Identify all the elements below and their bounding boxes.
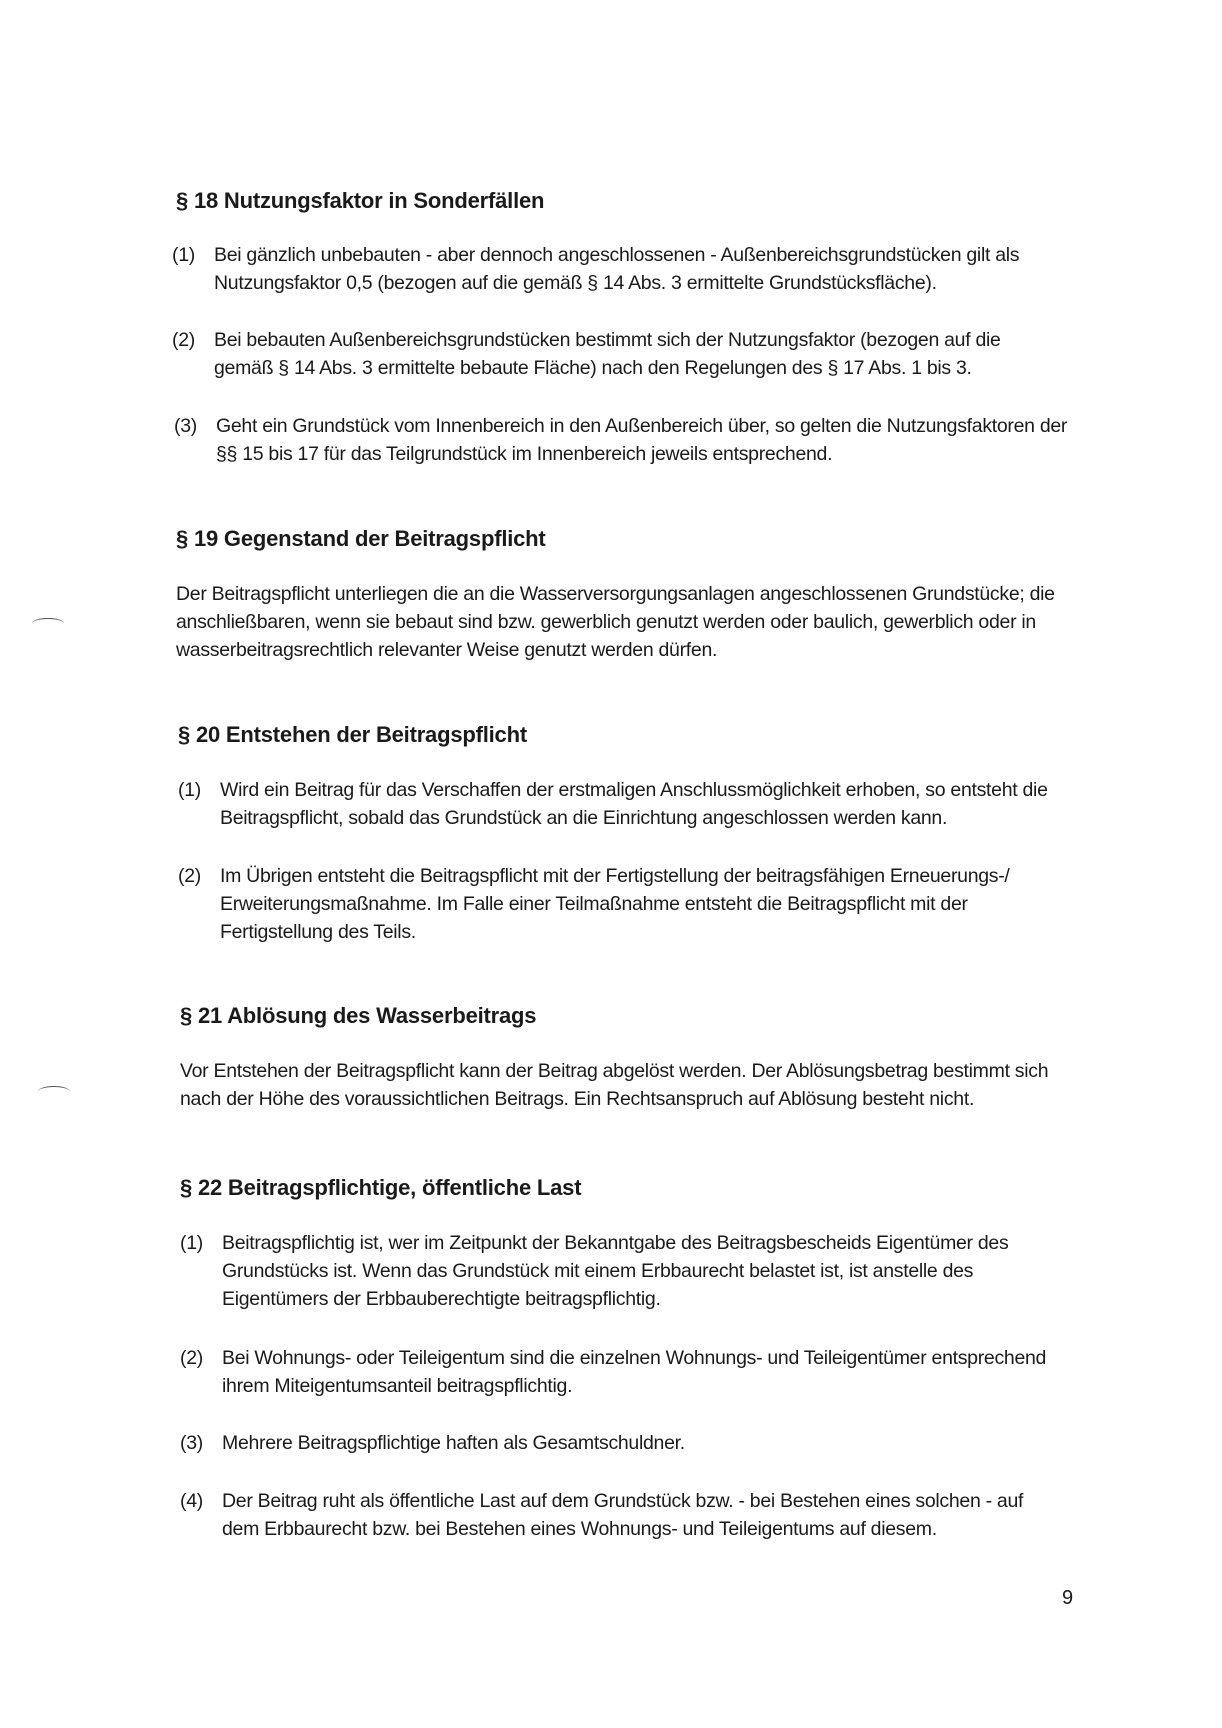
- section-20-paragraph-2: [178, 862, 1058, 946]
- paragraph-number: (1): [180, 1232, 203, 1254]
- section-18-paragraph-3: [174, 412, 1070, 468]
- paragraph-text: Mehrere Beitragspflichtige haften als Gesamtschuldner.: [222, 1432, 685, 1454]
- page-number: 9: [1062, 1587, 1074, 1609]
- paragraph-number: (3): [180, 1432, 203, 1454]
- paragraph-text: Der Beitrag ruht als öffentliche Last auf dem Grundstück bzw. - bei Bestehen eines solchen - auf dem Erbbaurecht bzw. bei Bestehen eines Wohnungs- und Teileigentums auf diesem.: [222, 1490, 1024, 1540]
- section-18-heading: § 18 Nutzungsfaktor in Sonderfällen: [176, 188, 545, 213]
- section-22-paragraph-2: [180, 1344, 1080, 1400]
- section-19-heading: § 19 Gegenstand der Beitragspflicht: [176, 526, 546, 551]
- paragraph-number: (2): [180, 1347, 203, 1369]
- paragraph-text: Geht ein Grundstück vom Innenbereich in den Außenbereich über, so gelten die Nutzungsfaktoren der §§ 15 bis 17 für das Teilgrundstück im Innenbereich jeweils entsprechend.: [216, 415, 1068, 465]
- scan-mark: [38, 1086, 70, 1097]
- paragraph-number: (1): [172, 244, 195, 266]
- paragraph-number: (2): [178, 865, 201, 887]
- section-19-text: Der Beitragspflicht unterliegen die an die Wasserversorgungsanlagen angeschlossenen Grundstücke; die anschließbaren, wenn sie bebaut sind bzw. gewerblich genutzt werden oder baulich, gewerblich oder in wasserbeitragsrechtlich relevanter Weise genutzt werden dürfen.: [176, 583, 1055, 661]
- scan-mark: [32, 618, 64, 629]
- section-21-heading: § 21 Ablösung des Wasserbeitrags: [180, 1003, 537, 1028]
- section-20-heading: § 20 Entstehen der Beitragspflicht: [178, 722, 527, 747]
- paragraph-text: Bei Wohnungs- oder Teileigentum sind die einzelnen Wohnungs- und Teileigentümer entsprechend ihrem Miteigentumsanteil beitragspflichtig.: [222, 1347, 1047, 1397]
- paragraph-text: Bei bebauten Außenbereichsgrundstücken bestimmt sich der Nutzungsfaktor (bezogen auf die gemäß § 14 Abs. 3 ermittelte bebaute Fläche) nach den Regelungen des § 17 Abs. 1 bis 3.: [214, 329, 1001, 379]
- paragraph-number: (2): [172, 329, 195, 351]
- section-21-text: Vor Entstehen der Beitragspflicht kann der Beitrag abgelöst werden. Der Ablösungsbetrag bestimmt sich nach der Höhe des voraussichtlichen Beitrags. Ein Rechtsanspruch auf Ablösung besteht nicht.: [180, 1060, 1049, 1110]
- paragraph-text: Wird ein Beitrag für das Verschaffen der erstmaligen Anschlussmöglichkeit erhoben, so entsteht die Beitragspflicht, sobald das Grundstück an die Einrichtung angeschlossen werden kann.: [220, 779, 1048, 829]
- section-22-paragraph-4: [180, 1487, 1060, 1543]
- paragraph-number: (1): [178, 779, 201, 801]
- section-20-paragraph-1: [178, 776, 1058, 832]
- section-22-heading: § 22 Beitragspflichtige, öffentliche Last: [180, 1175, 582, 1200]
- paragraph-number: (3): [174, 415, 197, 437]
- section-22-paragraph-1: [180, 1229, 1060, 1313]
- paragraph-text: Bei gänzlich unbebauten - aber dennoch angeschlossenen - Außenbereichsgrundstücken gilt als Nutzungsfaktor 0,5 (bezogen auf die gemäß § 14 Abs. 3 ermittelte Grundstücksfläche).: [214, 244, 1020, 294]
- paragraph-number: (4): [180, 1490, 203, 1512]
- paragraph-text: Beitragspflichtig ist, wer im Zeitpunkt der Bekanntgabe des Beitragsbescheids Eigentümer des Grundstücks ist. Wenn das Grundstück mit einem Erbbaurecht belastet ist, ist anstelle des Eigentümers der Erbbauberechtigte beitragspflichtig.: [222, 1232, 1009, 1310]
- section-22-paragraph-3: [180, 1429, 1060, 1457]
- section-18-paragraph-2: [172, 326, 1042, 382]
- paragraph-text: Im Übrigen entsteht die Beitragspflicht mit der Fertigstellung der beitragsfähigen Erneuerungs-/ Erweiterungsmaßnahme. Im Falle einer Teilmaßnahme entsteht die Beitragspflicht mit der Fertigstellung des Teils.: [220, 865, 1010, 943]
- section-18-paragraph-1: [172, 241, 1052, 297]
